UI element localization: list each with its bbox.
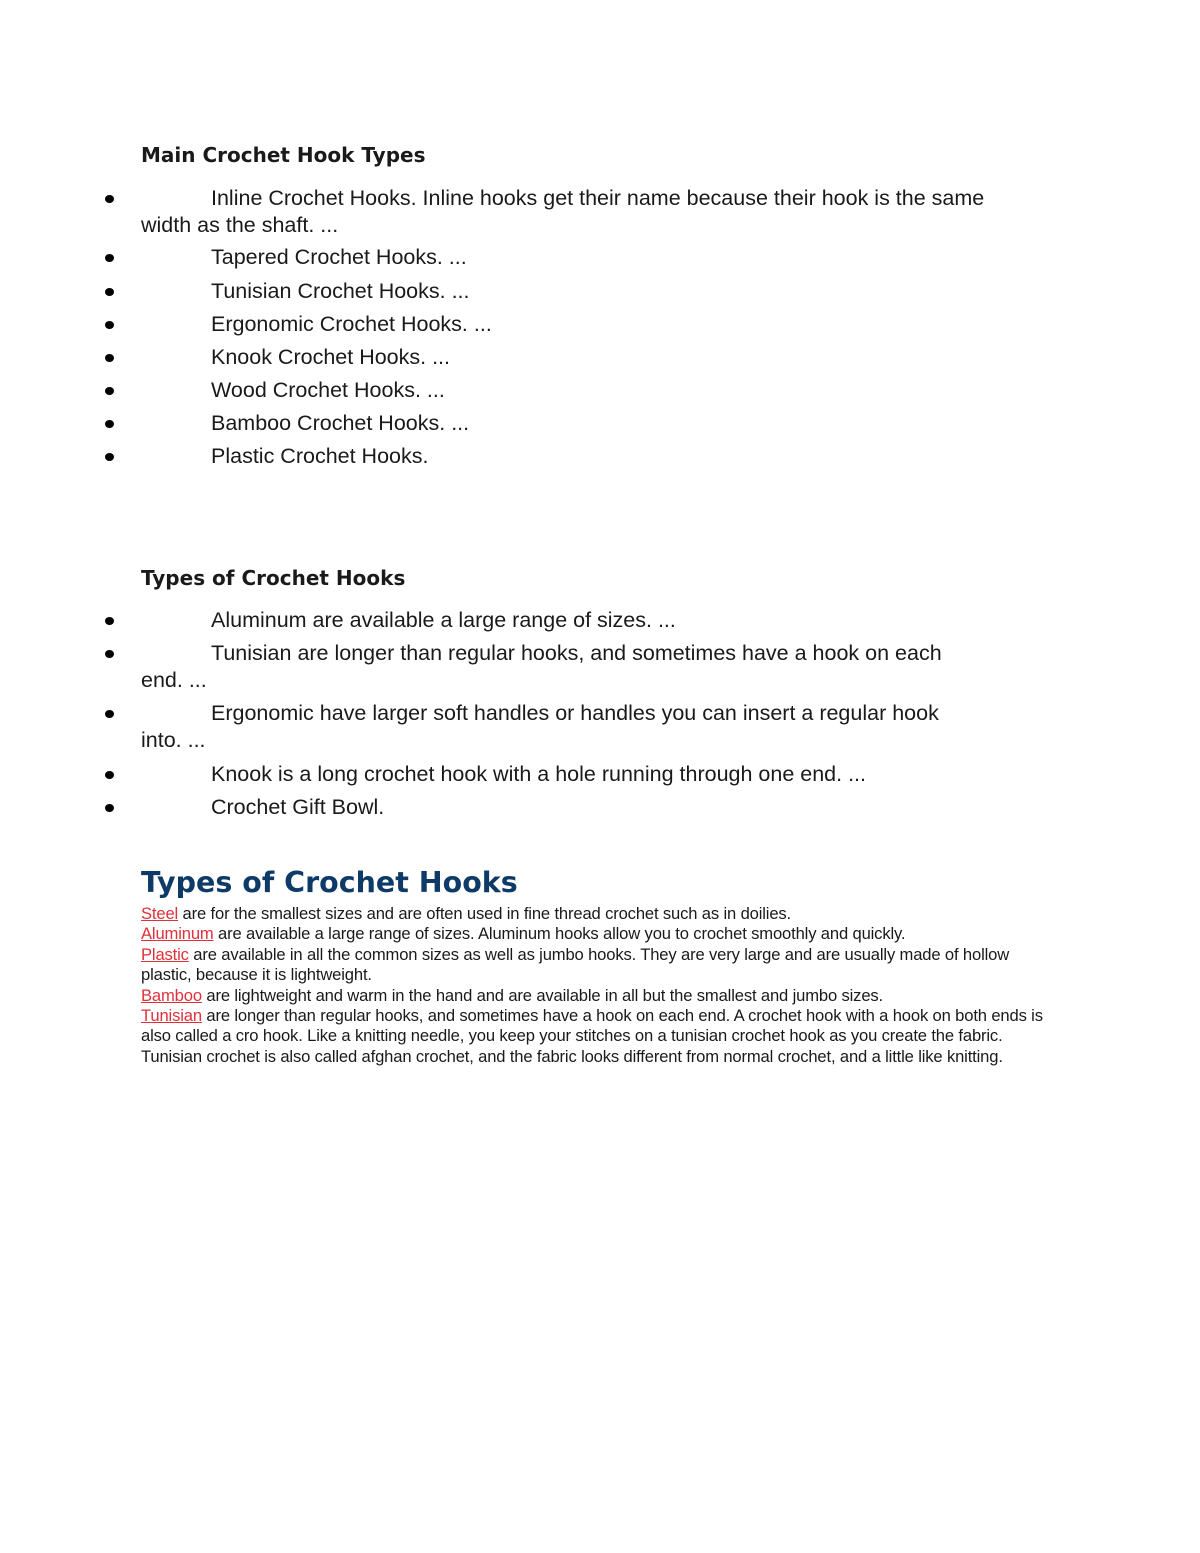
section-heading-types-of-hooks: Types of Crochet Hooks bbox=[141, 566, 406, 590]
list-item bbox=[141, 640, 1071, 694]
list-item-continuation: end. ... bbox=[141, 668, 207, 692]
list-item-text: Plastic Crochet Hooks. bbox=[211, 444, 429, 468]
link-plastic[interactable]: Plastic bbox=[141, 945, 189, 964]
list-item-text: Knook is a long crochet hook with a hole running through one end. ... bbox=[211, 762, 866, 786]
types-of-hooks-title: Types of Crochet Hooks bbox=[141, 866, 518, 899]
link-steel[interactable]: Steel bbox=[141, 904, 179, 923]
hook-entry-plastic bbox=[141, 945, 1046, 986]
hook-entry-bamboo bbox=[141, 986, 1046, 1006]
entry-text: are lightweight and warm in the hand and are available in all but the smallest and jumbo sizes. bbox=[201, 986, 884, 1005]
bullet-icon bbox=[105, 254, 114, 262]
bullet-icon bbox=[105, 453, 114, 461]
link-tunisian[interactable]: Tunisian bbox=[141, 1006, 202, 1025]
entry-text: are available in all the common sizes as well as jumbo hooks. They are very large and are usually made of hollow plastic, because it is lightweight. bbox=[141, 945, 1010, 985]
list-item-text: Crochet Gift Bowl. bbox=[211, 795, 385, 819]
list-item bbox=[141, 443, 1071, 470]
entry-text: are for the smallest sizes and are often used in fine thread crochet such as in doilies. bbox=[178, 904, 792, 923]
list-item-text: Tunisian are longer than regular hooks, and sometimes have a hook on each bbox=[211, 641, 942, 665]
section-heading-main-hook-types: Main Crochet Hook Types bbox=[141, 143, 426, 167]
list-item-text: Wood Crochet Hooks. ... bbox=[211, 378, 445, 402]
link-aluminum[interactable]: Aluminum bbox=[141, 924, 214, 943]
list-item-text: Inline Crochet Hooks. Inline hooks get their name because their hook is the same bbox=[211, 186, 985, 210]
list-item bbox=[141, 311, 1071, 338]
list-item bbox=[141, 185, 1071, 239]
list-item bbox=[141, 410, 1071, 437]
list-item bbox=[141, 278, 1071, 305]
entry-text: are available a large range of sizes. Aluminum hooks allow you to crochet smoothly and quickly. bbox=[213, 924, 906, 943]
list-item bbox=[141, 700, 1071, 754]
hook-entry-aluminum bbox=[141, 924, 1046, 944]
hook-entry-tunisian bbox=[141, 1006, 1046, 1067]
hook-entry-steel bbox=[141, 904, 1046, 924]
list-item-text: Tapered Crochet Hooks. ... bbox=[211, 245, 467, 269]
list-item-text: Ergonomic have larger soft handles or handles you can insert a regular hook bbox=[211, 701, 939, 725]
list-item bbox=[141, 761, 1071, 788]
bullet-icon bbox=[105, 387, 114, 395]
list-item-text: Aluminum are available a large range of sizes. ... bbox=[211, 608, 676, 632]
list-item bbox=[141, 344, 1071, 371]
list-item-continuation: width as the shaft. ... bbox=[141, 213, 339, 237]
bullet-icon bbox=[105, 195, 114, 203]
list-item-text: Bamboo Crochet Hooks. ... bbox=[211, 411, 470, 435]
bullet-icon bbox=[105, 804, 114, 812]
list-item bbox=[141, 244, 1071, 271]
list-item bbox=[141, 377, 1071, 404]
bullet-icon bbox=[105, 321, 114, 329]
bullet-icon bbox=[105, 710, 114, 718]
link-bamboo[interactable]: Bamboo bbox=[141, 986, 202, 1005]
list-item-text: Knook Crochet Hooks. ... bbox=[211, 345, 450, 369]
bullet-icon bbox=[105, 650, 114, 658]
bullet-icon bbox=[105, 617, 114, 625]
bullet-icon bbox=[105, 771, 114, 779]
entry-text: are longer than regular hooks, and sometimes have a hook on each end. A crochet hook with a hook on both ends is also called a cro hook. Like a knitting needle, you keep your stitches on a tunisian crochet hook as you create the fabric. Tunisian crochet is also called afghan crochet, and the fabric looks different from normal crochet, and a little like knitting. bbox=[141, 1006, 1043, 1066]
bullet-icon bbox=[105, 354, 114, 362]
list-item-text: Tunisian Crochet Hooks. ... bbox=[211, 279, 470, 303]
list-item bbox=[141, 607, 1071, 634]
bullet-icon bbox=[105, 288, 114, 296]
bullet-icon bbox=[105, 420, 114, 428]
list-item bbox=[141, 794, 1071, 821]
list-item-continuation: into. ... bbox=[141, 728, 206, 752]
list-item-text: Ergonomic Crochet Hooks. ... bbox=[211, 312, 492, 336]
